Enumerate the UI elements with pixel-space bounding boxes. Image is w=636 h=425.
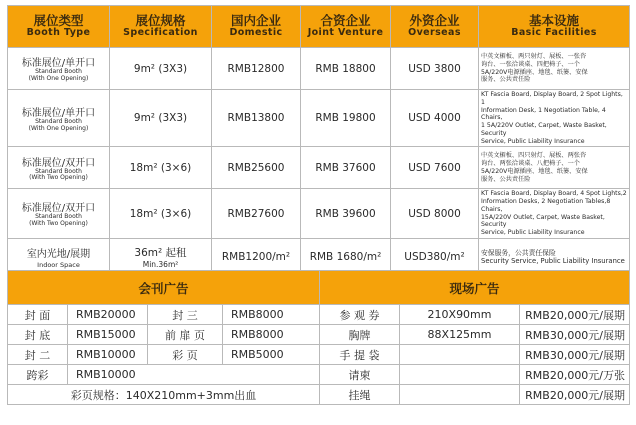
header-specification: 展位规格 Specification <box>110 6 212 48</box>
booth-row <box>8 48 630 90</box>
booth-row <box>8 147 630 189</box>
booth-row <box>8 189 630 239</box>
domestic-price: RMB25600 <box>212 147 301 189</box>
onsite-price: RMB30,000元/展期 <box>520 325 630 345</box>
ad-price: RMB5000 <box>223 345 320 365</box>
advertising-price-table <box>7 270 630 405</box>
onsite-size: 210X90mm <box>400 305 520 325</box>
ads-row <box>8 325 630 345</box>
ads-row <box>8 385 630 405</box>
joint-venture-price: RMB 1680/m² <box>301 238 391 276</box>
ad-price: RMB10000 <box>68 345 148 365</box>
onsite-item: 胸牌 <box>320 325 400 345</box>
ad-price: RMB15000 <box>68 325 148 345</box>
facilities-cell: 中英文楣板、四只射灯、展板、两张咨 询台、两张洽谈桌、八把椅子、一个 5A/220V电源插座、地毯、纸篓、安保 服务、公共责任险 <box>479 147 630 189</box>
ad-item: 前 扉 页 <box>148 325 223 345</box>
onsite-ads-title: 现场广告 <box>320 271 630 305</box>
facilities-cell: 安保服务，公共责任保险 Security Service, Public Liability Insurance <box>479 238 630 276</box>
ad-item: 封 二 <box>8 345 68 365</box>
onsite-item: 参 观 券 <box>320 305 400 325</box>
ads-row <box>8 365 630 385</box>
overseas-price: USD 8000 <box>391 189 479 239</box>
ads-header-row <box>8 271 630 305</box>
booth-type-cell: 标准展位/双开口 Standard Booth (With Two Opening) <box>8 147 110 189</box>
header-basic-facilities: 基本设施 Basic Facilities <box>479 6 630 48</box>
onsite-size <box>400 365 520 385</box>
onsite-price: RMB20,000元/展期 <box>520 385 630 405</box>
domestic-price: RMB13800 <box>212 90 301 147</box>
overseas-price: USD 3800 <box>391 48 479 90</box>
booth-type-cell: 标准展位/单开口 Standard Booth (With One Opening) <box>8 48 110 90</box>
joint-venture-price: RMB 37600 <box>301 147 391 189</box>
booth-type-cell: 室内光地/展期 Indoor Space <box>8 238 110 276</box>
ad-price: RMB20000 <box>68 305 148 325</box>
booth-price-table <box>7 5 630 277</box>
ads-row <box>8 305 630 325</box>
header-joint-venture: 合资企业 Joint Venture <box>301 6 391 48</box>
ads-row <box>8 345 630 365</box>
onsite-price: RMB20,000元/万张 <box>520 365 630 385</box>
overseas-price: USD 7600 <box>391 147 479 189</box>
ad-item: 跨彩 <box>8 365 68 385</box>
ad-price: RMB10000 <box>68 365 320 385</box>
overseas-price: USD 4000 <box>391 90 479 147</box>
header-domestic: 国内企业 Domestic <box>212 6 301 48</box>
booth-header-row <box>8 6 630 48</box>
spec-cell: 9m² (3X3) <box>110 48 212 90</box>
domestic-price: RMB1200/m² <box>212 238 301 276</box>
header-overseas: 外资企业 Overseas <box>391 6 479 48</box>
overseas-price: USD380/m² <box>391 238 479 276</box>
onsite-size <box>400 385 520 405</box>
facilities-cell: 中英文楣板、两只射灯、展板、一张咨 询台、一张洽谈桌、四把椅子、一个 5A/220V电源插座、地毯、纸篓、安保 服务、公共责任险 <box>479 48 630 90</box>
booth-type-cell: 标准展位/双开口 Standard Booth (With Two Opening) <box>8 189 110 239</box>
onsite-price: RMB30,000元/展期 <box>520 345 630 365</box>
spec-cell: 18m² (3×6) <box>110 189 212 239</box>
color-page-spec: 彩页规格：140X210mm+3mm出血 <box>8 385 320 405</box>
facilities-cell: KT Fascia Board, Display Board, 2 Spot Lights, 1 Information Desk, 1 Negotiation Table, 4 Chairs, 1 5A/220V Outlet, Carpet, Waste Basket, Security Service, Public Liability Insurance <box>479 90 630 147</box>
onsite-price: RMB20,000元/展期 <box>520 305 630 325</box>
onsite-item: 挂绳 <box>320 385 400 405</box>
booth-type-cell: 标准展位/单开口 Standard Booth (With One Opening) <box>8 90 110 147</box>
ad-price: RMB8000 <box>223 325 320 345</box>
ad-price: RMB8000 <box>223 305 320 325</box>
header-booth-type: 展位类型 Booth Type <box>8 6 110 48</box>
spec-cell: 18m² (3×6) <box>110 147 212 189</box>
domestic-price: RMB27600 <box>212 189 301 239</box>
ad-item: 封 底 <box>8 325 68 345</box>
ad-item: 彩 页 <box>148 345 223 365</box>
spec-cell: 9m² (3X3) <box>110 90 212 147</box>
journal-ads-title: 会刊广告 <box>8 271 320 305</box>
domestic-price: RMB12800 <box>212 48 301 90</box>
onsite-item: 请柬 <box>320 365 400 385</box>
onsite-size <box>400 345 520 365</box>
booth-row <box>8 90 630 147</box>
ad-item: 封 三 <box>148 305 223 325</box>
onsite-item: 手 提 袋 <box>320 345 400 365</box>
ad-item: 封 面 <box>8 305 68 325</box>
spec-cell: 36m² 起租 Min.36m² <box>110 238 212 276</box>
facilities-cell: KT Fascia Board, Display Board, 4 Spot Lights,2 Information Desks, 2 Negotiation Tables,8 Chairs, 15A/220V Outlet, Carpet, Waste Basket, Security Service, Public Liability Insurance <box>479 189 630 239</box>
joint-venture-price: RMB 18800 <box>301 48 391 90</box>
joint-venture-price: RMB 19800 <box>301 90 391 147</box>
onsite-size: 88X125mm <box>400 325 520 345</box>
joint-venture-price: RMB 39600 <box>301 189 391 239</box>
